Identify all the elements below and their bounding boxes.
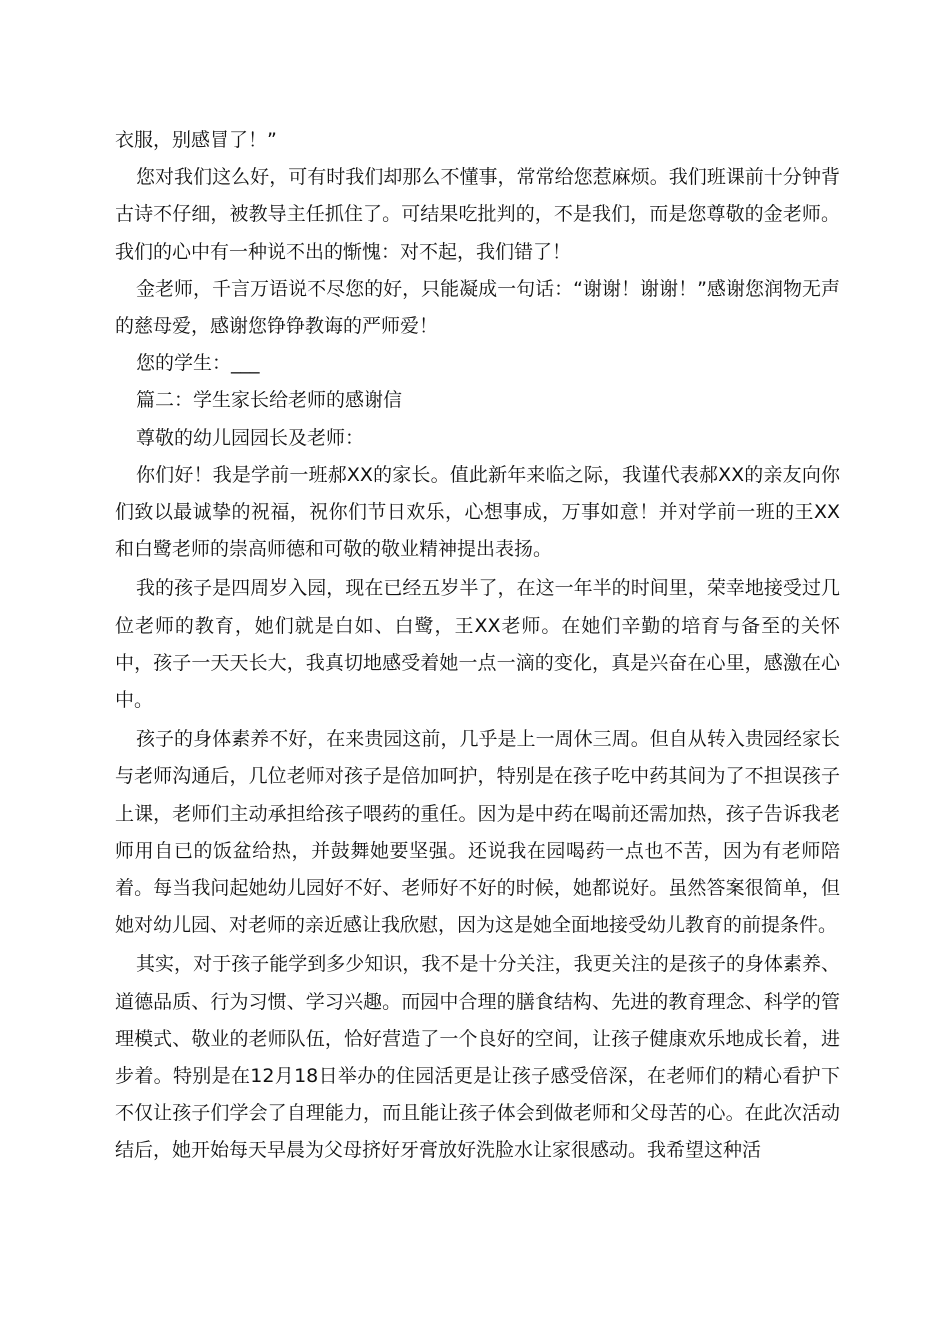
paragraph-child-growth: 我的孩子是四周岁入园，现在已经五岁半了，在这一年半的时间里，荣幸地接受过几位老师的教育，她们就是白如、白鹭，王XX老师。在她们辛勤的培育与备至的关怀中，孩子一天天长大，我真切地感受着她一点一滴的变化，真是兴奋在心里，感激在心中。	[115, 577, 840, 712]
paragraph-continuation: 衣服，别感冒了！”	[115, 129, 277, 151]
paragraph-care: 孩子的身体素养不好，在来贵园这前，几乎是上一周休三周。但自从转入贵园经家长与老师沟通后，几位老师对孩子是倍加呵护，特别是在孩子吃中药其间为了不担误孩子上课，老师们主动承担给孩子喂药的重任。因为是中药在喝前还需加热，孩子告诉我老师用自已的饭盆给热，并鼓舞她要坚强。还说我在园喝药一点也不苦，因为有老师陪着。每当我问起她幼儿园好不好、老师好不好的时候，她都说好。虽然答案很简单，但她对幼儿园、对老师的亲近感让我欣慰，因为这是她全面地接受幼儿教育的前提条件。	[115, 728, 840, 937]
letter-body	[115, 122, 840, 1170]
paragraph-thanks: 金老师，千言万语说不尽您的好，只能凝成一句话：“谢谢！谢谢！”感谢您润物无声的慈母爱，感谢您铮铮教诲的严师爱！	[115, 277, 840, 338]
section-heading: 篇二：学生家长给老师的感谢信	[136, 389, 403, 412]
salutation: 尊敬的幼儿园园长及老师：	[136, 426, 365, 449]
paragraph-greeting: 你们好！我是学前一班郝XX的家长。值此新年来临之际，我谨代表郝XX的亲友向你们致以最诚挚的祝福，祝你们节日欢乐，心想事成，万事如意！并对学前一班的王XX和白鹭老师的崇高师德和可敬的敬业精神提出表扬。	[115, 463, 840, 561]
paragraph-apology: 您对我们这么好，可有时我们却那么不懂事，常常给您惹麻烦。我们班课前十分钟背古诗不仔细，被教导主任抓住了。可结果吃批判的，不是我们，而是您尊敬的金老师。我们的心中有一种说不出的惭愧：对不起，我们错了！	[115, 166, 840, 263]
signature-line: 您的学生：___	[136, 352, 260, 375]
paragraph-focus: 其实，对于孩子能学到多少知识，我不是十分关注，我更关注的是孩子的身体素养、道德品质、行为习惯、学习兴趣。而园中合理的膳食结构、先进的教育理念、科学的管理模式、敬业的老师队伍，恰好营造了一个良好的空间，让孩子健康欢乐地成长着，进步着。特别是在12月18日举办的住园活更是让孩子感受倍深，在老师们的精心看护下不仅让孩子们学会了自理能力，而且能让孩子体会到做老师和父母苦的心。在此次活动结后，她开始每天早晨为父母挤好牙膏放好洗脸水让家很感动。我希望这种活	[115, 953, 840, 1162]
